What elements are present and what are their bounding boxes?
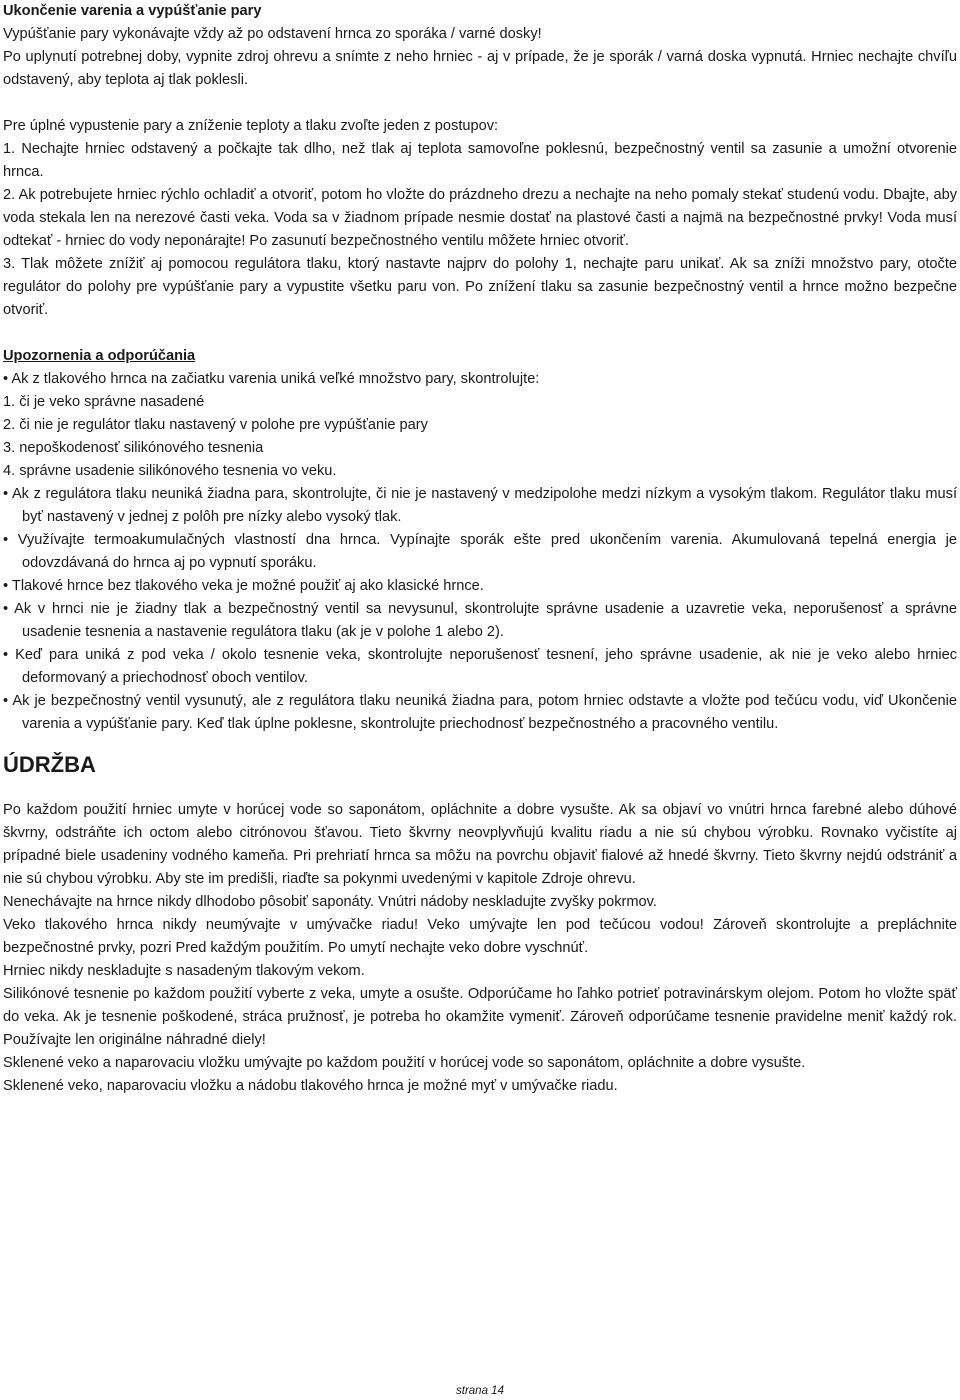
check-item: 3. nepoškodenosť silikónového tesnenia [3, 440, 264, 456]
steam-release-warning: Vypúšťanie pary vykonávajte vždy až po odstavení hrnca zo sporáka / varné dosky! [3, 26, 542, 42]
procedure-step-2: 2. Ak potrebujete hrniec rýchlo ochladiť a otvoriť, potom ho vložte do prázdneho drezu a nechajte na neho pomaly stekať studenú vodu. Dbajte, aby voda stekala len na nerezové časti veka. Voda sa v žiadnom prípade nesmie dostať na plastové časti a najmä na bezpečnostné prvky! Voda musí odtekať - hrniec do vody neponárajte! Po zasunutí bezpečnostného ventilu môžete hrniec otvoriť. [3, 187, 957, 249]
maintenance-paragraph: Po každom použití hrniec umyte v horúcej vode so saponátom, opláchnite a dobre vysušte. Ak sa objaví vo vnútri hrnca farebné alebo dúhové škvrny, odstráňte ich octom alebo citrónovou šťavou. Tieto škvrny neovplyvňujú kvalitu riadu a nie sú chybou výrobku. Rovnako vyčistíte aj prípadné biele usadeniny vodného kameňa. Pri prehriatí hrnca sa môžu na povrchu objaviť fialové až hnedé škvrny. Tieto škvrny nejdú odstrániť a nie sú chybou výrobku. Aby ste im predišli, riaďte sa pokynmi uvedenými v kapitole Zdroje ohrevu. [3, 802, 957, 887]
warning-bullet-steam: • Ak z tlakového hrnca na začiatku varenia uniká veľké množstvo pary, skontrolujte: [3, 371, 540, 387]
warning-bullet: • Ak z regulátora tlaku neuniká žiadna para, skontrolujte, či nie je nastavený v medzipolohe medzi nízkym a vysokým tlakom. Regulátor tlaku musí byť nastavený v jednej z polôh pre nízky alebo vysoký tlak. [3, 486, 957, 525]
maintenance-paragraph: Silikónové tesnenie po každom použití vyberte z veka, umyte a osušte. Odporúčame ho ľahko potrieť potravinárskym olejom. Potom ho vložte späť do veka. Ak je tesnenie poškodené, stráca pružnosť, je potreba ho okamžite vymeniť. Zároveň odporúčame tesnenie pravidelne meniť každý rok. Používajte len originálne náhradné diely! [3, 986, 957, 1048]
procedure-step-3: 3. Tlak môžete znížiť aj pomocou regulátora tlaku, ktorý nastavte najprv do polohy 1, nechajte paru unikať. Ak sa zníži množstvo pary, otočte regulátor do polohy pre vypúšťanie pary a vypustite všetku paru von. Po znížení tlaku sa zasunie bezpečnostný ventil a hrnce možno bezpečne otvoriť. [3, 256, 957, 318]
check-item: 4. správne usadenie silikónového tesnenia vo veku. [3, 463, 337, 479]
maintenance-paragraph: Hrniec nikdy neskladujte s nasadeným tlakovým vekom. [3, 963, 365, 979]
maintenance-paragraph: Sklenené veko a naparovaciu vložku umývajte po každom použití v horúcej vode so saponátom, opláchnite a dobre vysušte. [3, 1055, 806, 1071]
maintenance-paragraph: Sklenené veko, naparovaciu vložku a nádobu tlakového hrnca je možné myť v umývačke riadu. [3, 1078, 618, 1094]
section-title-warnings: Upozornenia a odporúčania [3, 348, 196, 364]
section-title-steam-release: Ukončenie varenia a vypúšťanie pary [3, 3, 262, 19]
maintenance-paragraph: Nenechávajte na hrnce nikdy dlhodobo pôsobiť saponáty. Vnútri nádoby neskladujte zvyšky pokrmov. [3, 894, 657, 910]
warning-bullet: • Ak v hrnci nie je žiadny tlak a bezpečnostný ventil sa nevysunul, skontrolujte správne usadenie a uzavretie veka, neporušenosť a správne usadenie tesnenia a nastavenie regulátora tlaku (ak je v polohe 1 alebo 2). [3, 601, 957, 640]
page-number: strana 14 [456, 1385, 504, 1397]
procedure-step-1: 1. Nechajte hrniec odstavený a počkajte tak dlho, než tlak aj teplota samovoľne poklesnú, bezpečnostný ventil sa zasunie a umožní otvorenie hrnca. [3, 141, 957, 180]
section-title-maintenance: ÚDRŽBA [3, 752, 96, 777]
check-item: 1. či je veko správne nasadené [3, 394, 205, 410]
document-page [3, 0, 957, 1098]
check-item: 2. či nie je regulátor tlaku nastavený v polohe pre vypúšťanie pary [3, 417, 428, 433]
warning-bullet: • Ak je bezpečnostný ventil vysunutý, ale z regulátora tlaku neuniká žiadna para, potom hrniec odstavte a vložte pod tečúcu vodu, viď Ukončenie varenia a vypúšťanie pary. Keď tlak úplne poklesne, skontrolujte priechodnosť bezpečnostného a pracovného ventilu. [3, 693, 957, 732]
steam-release-paragraph: Po uplynutí potrebnej doby, vypnite zdroj ohrevu a snímte z neho hrniec - aj v prípade, že je sporák / varná doska vypnutá. Hrniec nechajte chvíľu odstavený, aby teplota aj tlak poklesli. [3, 49, 957, 88]
procedure-intro: Pre úplné vypustenie pary a zníženie teploty a tlaku zvoľte jeden z postupov: [3, 118, 499, 134]
warning-bullet: • Využívajte termoakumulačných vlastností dna hrnca. Vypínajte sporák ešte pred ukončením varenia. Akumulovaná tepelná energia je odovzdávaná do hrnca aj po vypnutí sporáku. [3, 532, 957, 571]
warning-bullet: • Tlakové hrnce bez tlakového veka je možné použiť aj ako klasické hrnce. [3, 578, 484, 594]
spacer [3, 92, 957, 115]
spacer [3, 322, 957, 345]
warning-bullet: • Keď para uniká z pod veka / okolo tesnenie veka, skontrolujte neporušenosť tesnení, jeho správne usadenie, ak nie je veko alebo hrniec deformovaný a priechodnosť oboch ventilov. [3, 647, 957, 686]
maintenance-paragraph: Veko tlakového hrnca nikdy neumývajte v umývačke riadu! Veko umývajte len pod tečúcou vodou! Zároveň skontrolujte a prepláchnite bezpečnostné prvky, pozri Pred každým použitím. Po umytí nechajte veko dobre vyschnúť. [3, 917, 957, 956]
